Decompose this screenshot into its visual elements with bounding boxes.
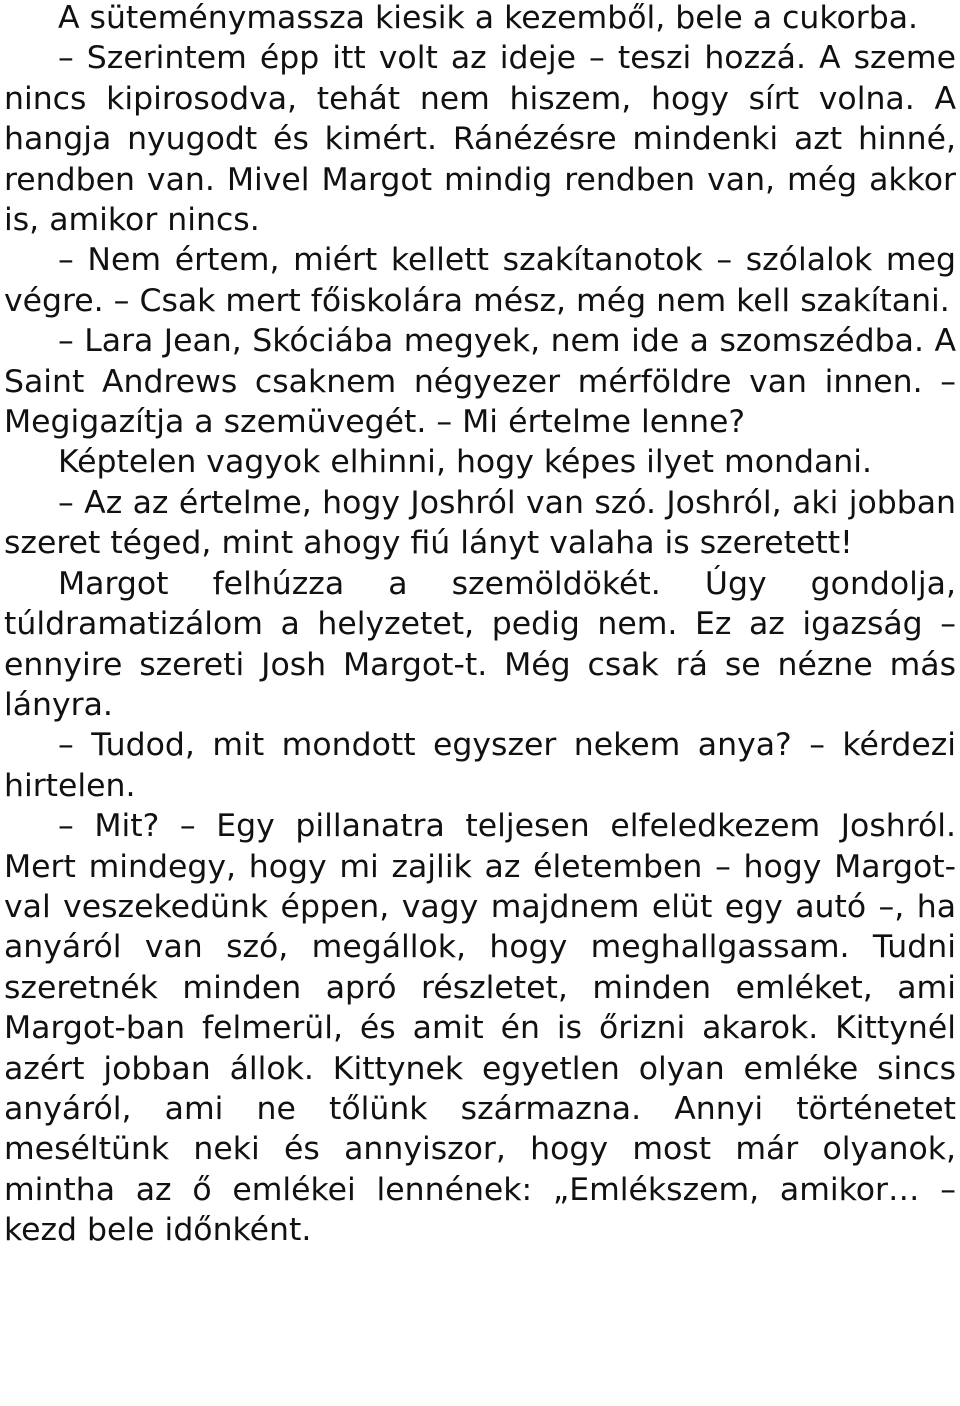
paragraph: – Mit? – Egy pillanatra teljesen elfeledkezem Joshról. Mert mindegy, hogy mi zajlik az életemben – hogy Margot-val veszekedünk éppen, vagy majdnem elüt egy autó –, ha anyáról van szó, megállok, hogy meghallgassam. Tudni szeretnék minden apró részletet, minden emléket, ami Margot-ban felmerül, és amit én is őrizni akarok. Kittynél azért jobban állok. Kittynek egyetlen olyan emléke sincs anyáról, ami ne tőlünk származna. Annyi történetet meséltünk neki és annyiszor, hogy most már olyanok, mintha az ő emlékei lennének: „Emlékszem, amikor… – kezd bele időnként. bbox=[4, 808, 956, 1249]
paragraph: – Tudod, mit mondott egyszer nekem anya? – kérdezi hirtelen. bbox=[4, 727, 956, 804]
paragraph: Képtelen vagyok elhinni, hogy képes ilyet mondani. bbox=[58, 444, 872, 481]
paragraph: Margot felhúzza a szemöldökét. Úgy gondolja, túldramatizálom a helyzetet, pedig nem. Ez az igazság – ennyire szereti Josh Margot-t. Még csak rá se nézne más lányra. bbox=[4, 565, 956, 723]
paragraph: – Lara Jean, Skóciába megyek, nem ide a szomszédba. A Saint Andrews csaknem négyezer mérföldre van innen. – Megigazítja a szemüvegét. – Mi értelme lenne? bbox=[4, 323, 956, 441]
paragraph: – Nem értem, miért kellett szakítanotok – szólalok meg végre. – Csak mert főiskolára mész, még nem kell szakítani. bbox=[4, 242, 956, 319]
paragraph: – Az az értelme, hogy Joshról van szó. Joshról, aki jobban szeret téged, mint ahogy fiú lányt valaha is szeretett! bbox=[4, 484, 956, 562]
paragraph: – Szerintem épp itt volt az ideje – teszi hozzá. A szeme nincs kipirosodva, tehát nem hiszem, hogy sírt volna. A hangja nyugodt és kimért. Ránézésre mindenki azt hinné, rendben van. Mivel Margot mindig rendben van, még akkor is, amikor nincs. bbox=[4, 40, 956, 239]
paragraph: A süteménymassza kiesik a kezemből, bele a cukorba. bbox=[58, 0, 919, 36]
